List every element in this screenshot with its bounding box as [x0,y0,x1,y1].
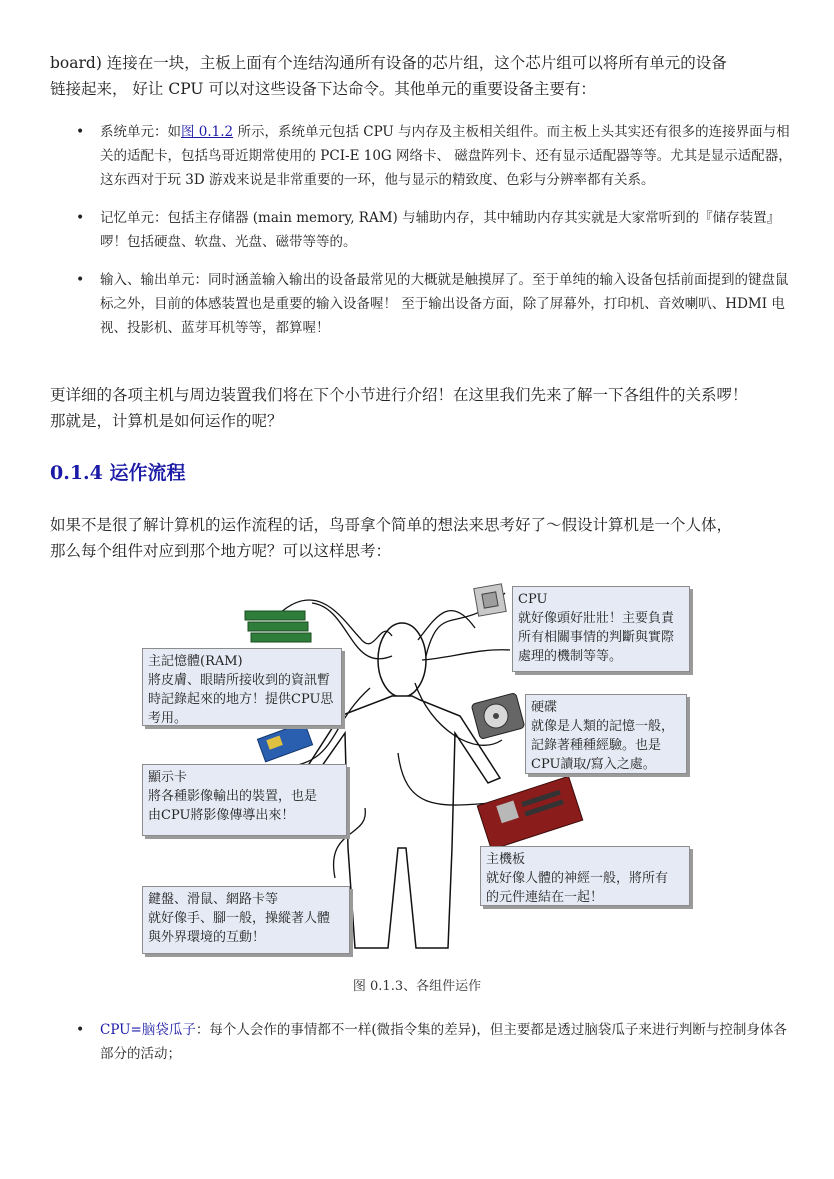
intro-line-1: board) 连接在一块，主板上面有个连结沟通所有设备的芯片组，这个芯片组可以将所有单元的设备 [50,54,727,72]
gpu-box: 顯示卡 將各種影像輸出的裝置，也是 由CPU將影像傳導出來！ [142,764,347,836]
more-line-2: 那就是，计算机是如何运作的呢？ [50,412,283,430]
more-line-1: 更详细的各项主机与周边装置我们将在下个小节进行介绍！在这里我们先来了解一下各组件的关系啰！ [50,386,748,404]
figure-caption: 图 0.1.3、各组件运作 [352,979,482,994]
cpu-chip-icon [474,584,506,616]
list-item-system-unit: • 系统单元：如图 0.1.2 所示，系统单元包括 CPU 与内存及主板相关组件。而主板上头其实还有很多的连接界面与相关的适配卡，包括鸟哥近期常使用的 PCI-E 10G 网络卡、 磁盘阵列卡、还有显示适配器等等。尤其是显示适配器，这东西对于玩 3D 游戏来说是非常重要的一环，他与显示的精致度、色彩与分辨率都有关系。 [50,120,792,192]
io-box: 鍵盤、滑鼠、網路卡等 就好像手、腳一般，操縱著人體 與外界環境的互動！ [142,886,350,954]
ram-box: 主記憶體(RAM) 將皮膚、眼睛所接收到的資訊暫 時記錄起來的地方！提供CPU思 考用。 [142,648,342,726]
computer-body-figure [130,578,710,958]
list-item-memory-unit: • 记忆单元：包括主存储器 (main memory, RAM) 与辅助内存，其中辅助内存其实就是大家常听到的『储存装置』啰！包括硬盘、软盘、光盘、磁带等等的。 [50,206,792,254]
person-head [378,623,426,697]
intro-line-2: 链接起来， 好让 CPU 可以对这些设备下达命令。其他单元的重要设备主要有： [50,80,596,98]
list-item-cpu-brain: • CPU=脑袋瓜子：每个人会作的事情都不一样(微指令集的差异)，但主要都是透过脑袋瓜子来进行判断与控制身体各部分的活动； [50,1018,792,1066]
section-intro-paragraph [50,512,792,564]
analogy-list [50,1018,792,1078]
intro-paragraph [50,50,792,102]
cpu-brain-label: CPU=脑袋瓜子 [100,1022,196,1038]
units-list [50,120,792,352]
hard-disk-icon [471,693,525,740]
motherboard-box: 主機板 就好像人體的神經一般，將所有 的元件連結在一起！ [480,846,690,906]
section-heading: 0.1.4 运作流程 [50,462,186,484]
figure-0-1-2-link[interactable]: 图 0.1.2 [181,124,234,140]
list-item-io-unit: • 输入、输出单元：同时涵盖输入输出的设备最常见的大概就是触摸屏了。至于单纯的输入设备包括前面提到的键盘鼠标之外，目前的体感装置也是重要的输入设备喔！ 至于输出设备方面，除了屏幕外，打印机、音效喇叭、HDMI 电视、投影机、蓝芽耳机等等，都算喔！ [50,268,792,340]
more-paragraph [50,382,792,434]
cpu-box: CPU 就好像頭好壯壯！主要負責 所有相關事情的判斷與實際 處理的機制等等。 [512,586,690,672]
motherboard-icon [477,776,583,849]
disk-box: 硬碟 就像是人類的記憶一般， 記錄著種種經驗。也是 CPU讀取/寫入之處。 [525,694,687,774]
graphics-card-icon [257,722,312,762]
section-intro-line-1: 如果不是很了解计算机的运作流程的话，鸟哥拿个简单的想法来思考好了～假设计算机是一个人体， [50,516,733,534]
ram-module-icon [245,611,311,642]
section-intro-line-2: 那么每个组件对应到那个地方呢？可以这样思考： [50,542,392,560]
